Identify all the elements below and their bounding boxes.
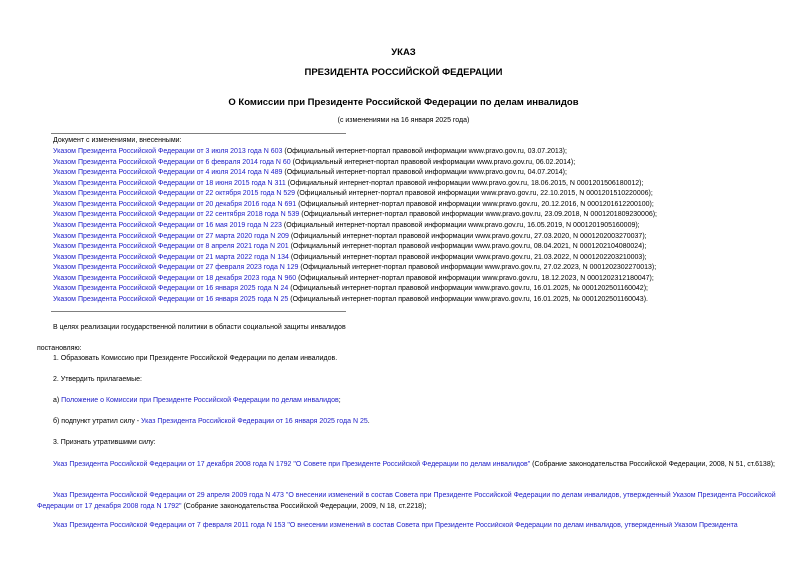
amendment-source: (Официальный интернет-портал правовой информации www.pravo.gov.ru, 06.02.2014); bbox=[290, 158, 576, 166]
item-2a-suffix: ; bbox=[338, 397, 341, 404]
change-item bbox=[53, 200, 793, 211]
item-2: 2. Утвердить прилагаемые: bbox=[53, 376, 142, 383]
edition-note: (с изменениями на 16 января 2025 года) bbox=[337, 117, 470, 124]
repealed-item-2 bbox=[37, 491, 777, 512]
repealed-source-1: (Собрание законодательства Российской Федерации, 2008, N 51, ст.6138); bbox=[530, 461, 775, 468]
item-2a-prefix: а) bbox=[53, 397, 62, 404]
decree-word: постановляю: bbox=[37, 345, 82, 352]
item-1: 1. Образовать Комиссию при Президенте Российской Федерации по делам инвалидов. bbox=[53, 355, 338, 362]
amendment-source: (Официальный интернет-портал правовой информации www.pravo.gov.ru, 27.03.2020, N 0001202003270037); bbox=[288, 232, 647, 240]
amendment-source: (Официальный интернет-портал правовой информации www.pravo.gov.ru, 16.01.2025, № 0001202501160042); bbox=[288, 285, 648, 293]
bottom-divider bbox=[51, 311, 346, 312]
amendment-source: (Официальный интернет-портал правовой информации www.pravo.gov.ru, 27.02.2023, N 0001202302270013); bbox=[298, 264, 657, 272]
amendment-source: (Официальный интернет-портал правовой информации www.pravo.gov.ru, 16.05.2019, N 0001201905160009); bbox=[281, 221, 640, 229]
preamble: В целях реализации государственной политики в области социальной защиты инвалидов bbox=[53, 324, 346, 331]
change-item bbox=[53, 253, 793, 264]
item-2b-suffix: . bbox=[367, 418, 370, 425]
change-item bbox=[53, 189, 793, 200]
change-item bbox=[53, 242, 793, 253]
amendment-link[interactable]: Указом Президента Российской Федерации от 18 декабря 2023 года N 960 bbox=[53, 274, 297, 282]
amendment-source: (Официальный интернет-портал правовой информации www.pravo.gov.ru, 18.06.2015, N 0001201506180012); bbox=[285, 179, 644, 187]
amendment-link[interactable]: Указом Президента Российской Федерации от 3 июля 2013 года N 603 bbox=[53, 148, 283, 155]
amendment-source: (Официальный интернет-портал правовой информации www.pravo.gov.ru, 21.03.2022, N 0001202203210003); bbox=[288, 253, 647, 261]
amendment-link[interactable]: Указом Президента Российской Федерации от 16 мая 2019 года N 223 bbox=[53, 221, 282, 229]
change-item bbox=[53, 210, 793, 221]
repealed-item-1 bbox=[37, 460, 777, 471]
repealed-item-3 bbox=[53, 522, 788, 529]
change-item bbox=[53, 168, 793, 179]
amendment-link[interactable]: Указом Президента Российской Федерации от 22 сентября 2018 года N 539 bbox=[53, 211, 300, 219]
amendment-link[interactable]: Указом Президента Российской Федерации от 21 марта 2022 года N 134 bbox=[53, 253, 289, 261]
repealed-link-2[interactable]: Указ Президента Российской Федерации от 29 апреля 2009 года N 473 "О внесении изменений в состав Совета при Президенте Российской Федерации по делам инвалидов, утвержденный Указом Президента Российской Федерации от 17 декабря 2008 года N 1792" bbox=[37, 492, 776, 510]
change-item bbox=[53, 295, 793, 306]
repealed-link-3[interactable]: Указ Президента Российской Федерации от 7 февраля 2011 года N 153 "О внесении изменений в состав Совета при Президенте Российской Федерации по делам инвалидов, утвержденный Указом Президента bbox=[53, 522, 738, 529]
change-item bbox=[53, 179, 793, 190]
item-2a bbox=[53, 397, 341, 404]
amendment-source: (Официальный интернет-портал правовой информации www.pravo.gov.ru, 22.10.2015, N 0001201510220006); bbox=[295, 190, 653, 198]
item-3: 3. Признать утратившими силу: bbox=[53, 439, 156, 446]
decree-issuer: ПРЕЗИДЕНТА РОССИЙСКОЙ ФЕДЕРАЦИИ bbox=[304, 67, 503, 78]
change-item bbox=[53, 232, 793, 243]
repealed-link-1[interactable]: Указ Президента Российской Федерации от 17 декабря 2008 года N 1792 "О Совете при Президенте Российской Федерации по делам инвалидов" bbox=[53, 461, 531, 468]
amendment-source: (Официальный интернет-портал правовой информации www.pravo.gov.ru, 18.12.2023, N 0001202312180047); bbox=[296, 274, 654, 282]
change-item bbox=[53, 221, 793, 232]
change-item bbox=[53, 274, 793, 285]
amendment-source: (Официальный интернет-портал правовой информации www.pravo.gov.ru, 23.09.2018, N 0001201809230006); bbox=[299, 211, 658, 219]
regulation-link[interactable]: Положение о Комиссии при Президенте Российской Федерации по делам инвалидов bbox=[61, 397, 339, 404]
amendment-link[interactable]: Указом Президента Российской Федерации от 16 января 2025 года N 24 bbox=[53, 285, 289, 293]
amendment-source: (Официальный интернет-портал правовой информации www.pravo.gov.ru, 20.12.2016, N 0001201612200100); bbox=[296, 200, 654, 208]
change-item bbox=[53, 147, 793, 158]
decree-subject: О Комиссии при Президенте Российской Федерации по делам инвалидов bbox=[228, 97, 579, 108]
amendment-link[interactable]: Указом Президента Российской Федерации от 8 апреля 2021 года N 201 bbox=[53, 243, 289, 251]
amendment-source: (Официальный интернет-портал правовой информации www.pravo.gov.ru, 08.04.2021, N 0001202104080024); bbox=[288, 243, 647, 251]
amendment-link[interactable]: Указом Президента Российской Федерации от 22 октября 2015 года N 529 bbox=[53, 190, 296, 198]
amendment-link[interactable]: Указом Президента Российской Федерации от 16 января 2025 года N 25 bbox=[53, 295, 289, 303]
top-divider bbox=[51, 133, 346, 134]
change-item bbox=[53, 284, 793, 295]
change-item bbox=[53, 263, 793, 274]
item-2b bbox=[53, 418, 370, 425]
changes-header: Документ с изменениями, внесенными: bbox=[53, 137, 182, 144]
amendment-link[interactable]: Указом Президента Российской Федерации от 18 июня 2015 года N 311 bbox=[53, 179, 286, 187]
change-item bbox=[53, 158, 793, 169]
decree-2025-n25-link[interactable]: Указ Президента Российской Федерации от 16 января 2025 года N 25 bbox=[141, 418, 368, 425]
repealed-source-2: (Собрание законодательства Российской Федерации, 2009, N 18, ст.2218); bbox=[181, 502, 427, 510]
changes-list bbox=[53, 147, 793, 305]
amendment-link[interactable]: Указом Президента Российской Федерации от 4 июля 2014 года N 489 bbox=[53, 169, 283, 177]
amendment-source: (Официальный интернет-портал правовой информации www.pravo.gov.ru, 03.07.2013); bbox=[282, 148, 567, 155]
amendment-link[interactable]: Указом Президента Российской Федерации от 27 февраля 2023 года N 129 bbox=[53, 264, 299, 272]
amendment-link[interactable]: Указом Президента Российской Федерации от 27 марта 2020 года N 209 bbox=[53, 232, 289, 240]
amendment-source: (Официальный интернет-портал правовой информации www.pravo.gov.ru, 16.01.2025, № 0001202501160043). bbox=[288, 295, 648, 303]
amendment-link[interactable]: Указом Президента Российской Федерации от 20 декабря 2016 года N 691 bbox=[53, 200, 297, 208]
amendment-source: (Официальный интернет-портал правовой информации www.pravo.gov.ru, 04.07.2014); bbox=[282, 169, 567, 177]
decree-title: УКАЗ bbox=[391, 47, 416, 58]
item-2b-prefix: б) подпункт утратил силу - bbox=[53, 418, 142, 425]
amendment-link[interactable]: Указом Президента Российской Федерации от 6 февраля 2014 года N 60 bbox=[53, 158, 291, 166]
